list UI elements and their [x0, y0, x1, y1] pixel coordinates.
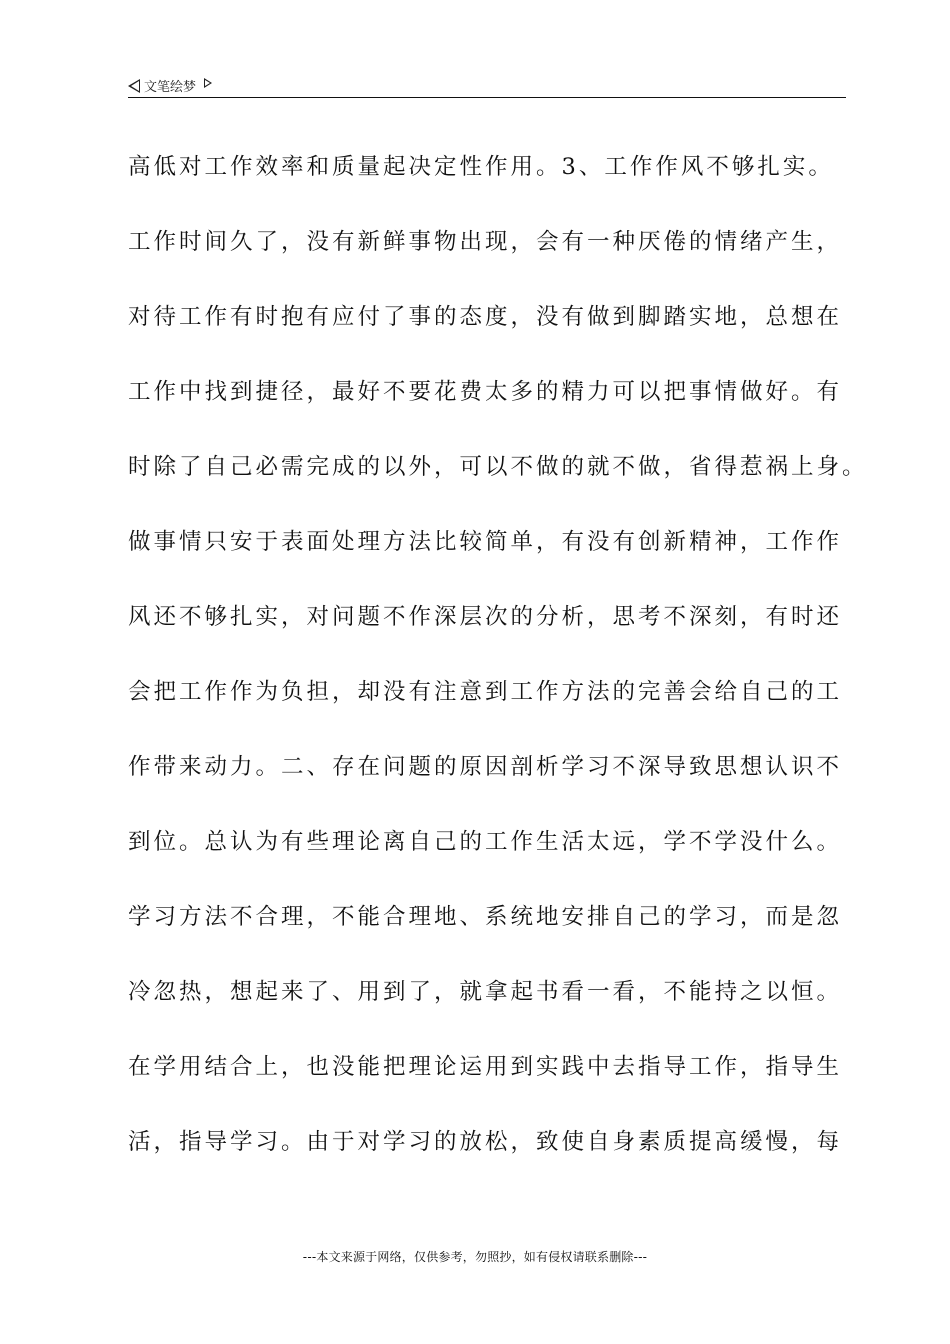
text-line: 时除了自己必需完成的以外，可以不做的就不做，省得惹祸上身。 — [128, 454, 868, 480]
text-line: 活，指导学习。由于对学习的放松，致使自身素质提高缓慢，每 — [128, 1129, 843, 1155]
text-line: 工作中找到捷径，最好不要花费太多的精力可以把事情做好。有 — [128, 379, 843, 405]
document-body — [128, 152, 868, 1202]
text-line: 会把工作作为负担，却没有注意到工作方法的完善会给自己的工 — [128, 679, 843, 705]
header-divider — [128, 97, 846, 98]
text-line: 学习方法不合理，不能合理地、系统地安排自己的学习，而是忽 — [128, 904, 843, 930]
text-line: 工作时间久了，没有新鲜事物出现，会有一种厌倦的情绪产生， — [128, 229, 843, 255]
header-brand — [128, 76, 212, 95]
text-line: 做事情只安于表面处理方法比较简单，有没有创新精神，工作作 — [128, 529, 843, 555]
left-triangle-icon — [128, 79, 140, 93]
text-line: 对待工作有时抱有应付了事的态度，没有做到脚踏实地，总想在 — [128, 304, 843, 330]
page-header — [128, 74, 846, 98]
brand-name: 文笔绘梦 — [144, 80, 197, 95]
text-line: 风还不够扎实，对问题不作深层次的分析，思考不深刻，有时还 — [128, 604, 843, 630]
text-line: 冷忽热，想起来了、用到了，就拿起书看一看，不能持之以恒。 — [128, 979, 843, 1005]
text-line: 高低对工作效率和质量起决定性作用。3、工作作风不够扎实。 — [128, 154, 834, 180]
text-line: 在学用结合上，也没能把理论运用到实践中去指导工作，指导生 — [128, 1054, 843, 1080]
text-line: 到位。总认为有些理论离自己的工作生活太远，学不学没什么。 — [128, 829, 843, 855]
text-line: 作带来动力。二、存在问题的原因剖析学习不深导致思想认识不 — [128, 754, 843, 780]
footer-notice: ---本文来源于网络，仅供参考，勿照抄，如有侵权请联系删除--- — [302, 1250, 648, 1264]
right-triangle-icon — [204, 78, 212, 88]
